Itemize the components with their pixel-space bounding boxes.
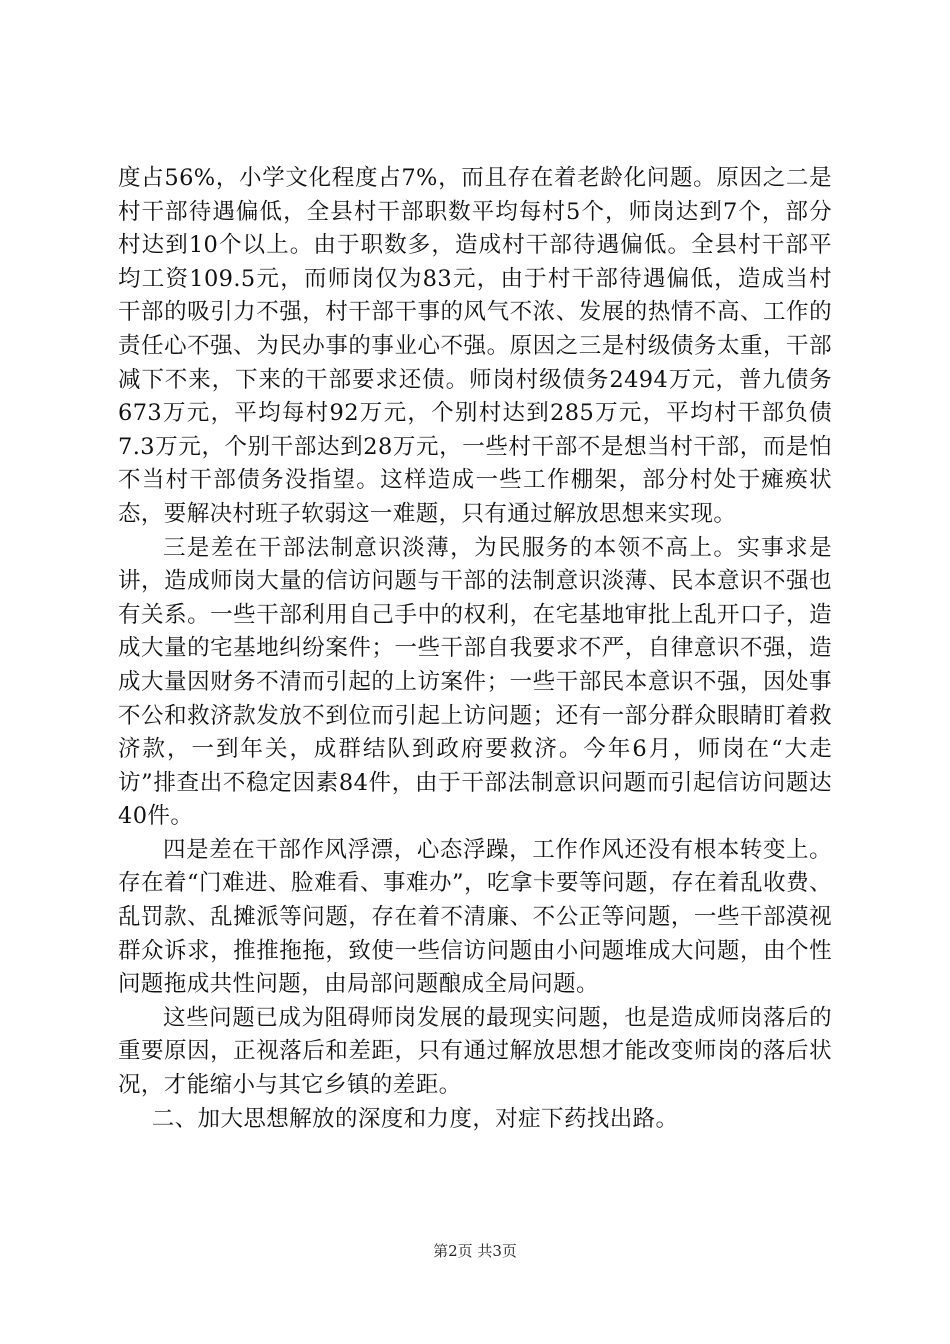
section-heading: 二、加大思想解放的深度和力度，对症下药找出路。: [151, 1105, 679, 1132]
document-body: [118, 162, 832, 1136]
page-number: 第2页 共3页: [433, 1242, 517, 1260]
paragraph-2: 三是差在干部法制意识淡薄，为民服务的本领不高上。实事求是讲，造成师岗大量的信访问题与干部的法制意识淡薄、民本意识不强也有关系。一些干部利用自己手中的权利，在宅基地审批上乱开口子，造成大量的宅基地纠纷案件；一些干部自我要求不严，自律意识不强，造成大量因财务不清而引起的上访案件；一些干部民本意识不强，因处事不公和救济款发放不到位而引起上访问题；还有一部分群众眼睛盯着救济款，一到年关，成群结队到政府要救济。今年6月，师岗在“大走访”排查出不稳定因素84件，由于干部法制意识问题而引起信访问题达40件。: [118, 534, 832, 830]
paragraph-1: 度占56%，小学文化程度占7%，而且存在着老龄化问题。原因之二是村干部待遇偏低，全县村干部职数平均每村5个，师岗达到7个，部分村达到10个以上。由于职数多，造成村干部待遇偏低。全县村干部平均工资109.5元，而师岗仅为83元，由于村干部待遇偏低，造成当村干部的吸引力不强，村干部干事的风气不浓、发展的热情不高、工作的责任心不强、为民办事的事业心不强。原因之三是村级债务太重，干部减下不来，下来的干部要求还债。师岗村级债务2494万元，普九债务673万元，平均每村92万元，个别村达到285万元，平均村干部负债7.3万元，个别干部达到28万元，一些村干部不是想当村干部，而是怕不当村干部债务没指望。这样造成一些工作棚架，部分村处于瘫痪状态，要解决村班子软弱这一难题，只有通过解放思想来实现。: [118, 165, 832, 527]
paragraph-4: 这些问题已成为阻碍师岗发展的最现实问题，也是造成师岗落后的重要原因，正视落后和差距，只有通过解放思想才能改变师岗的落后状况，才能缩小与其它乡镇的差距。: [118, 1004, 832, 1099]
paragraph-3: 四是差在干部作风浮漂，心态浮躁，工作作风还没有根本转变上。存在着“门难进、脸难看、事难办”，吃拿卡要等问题，存在着乱收费、乱罚款、乱摊派等问题，存在着不清廉、不公正等问题，一些干部漠视群众诉求，推推拖拖，致使一些信访问题由小问题堆成大问题，由个性问题拖成共性问题，由局部问题酿成全局问题。: [118, 836, 832, 998]
